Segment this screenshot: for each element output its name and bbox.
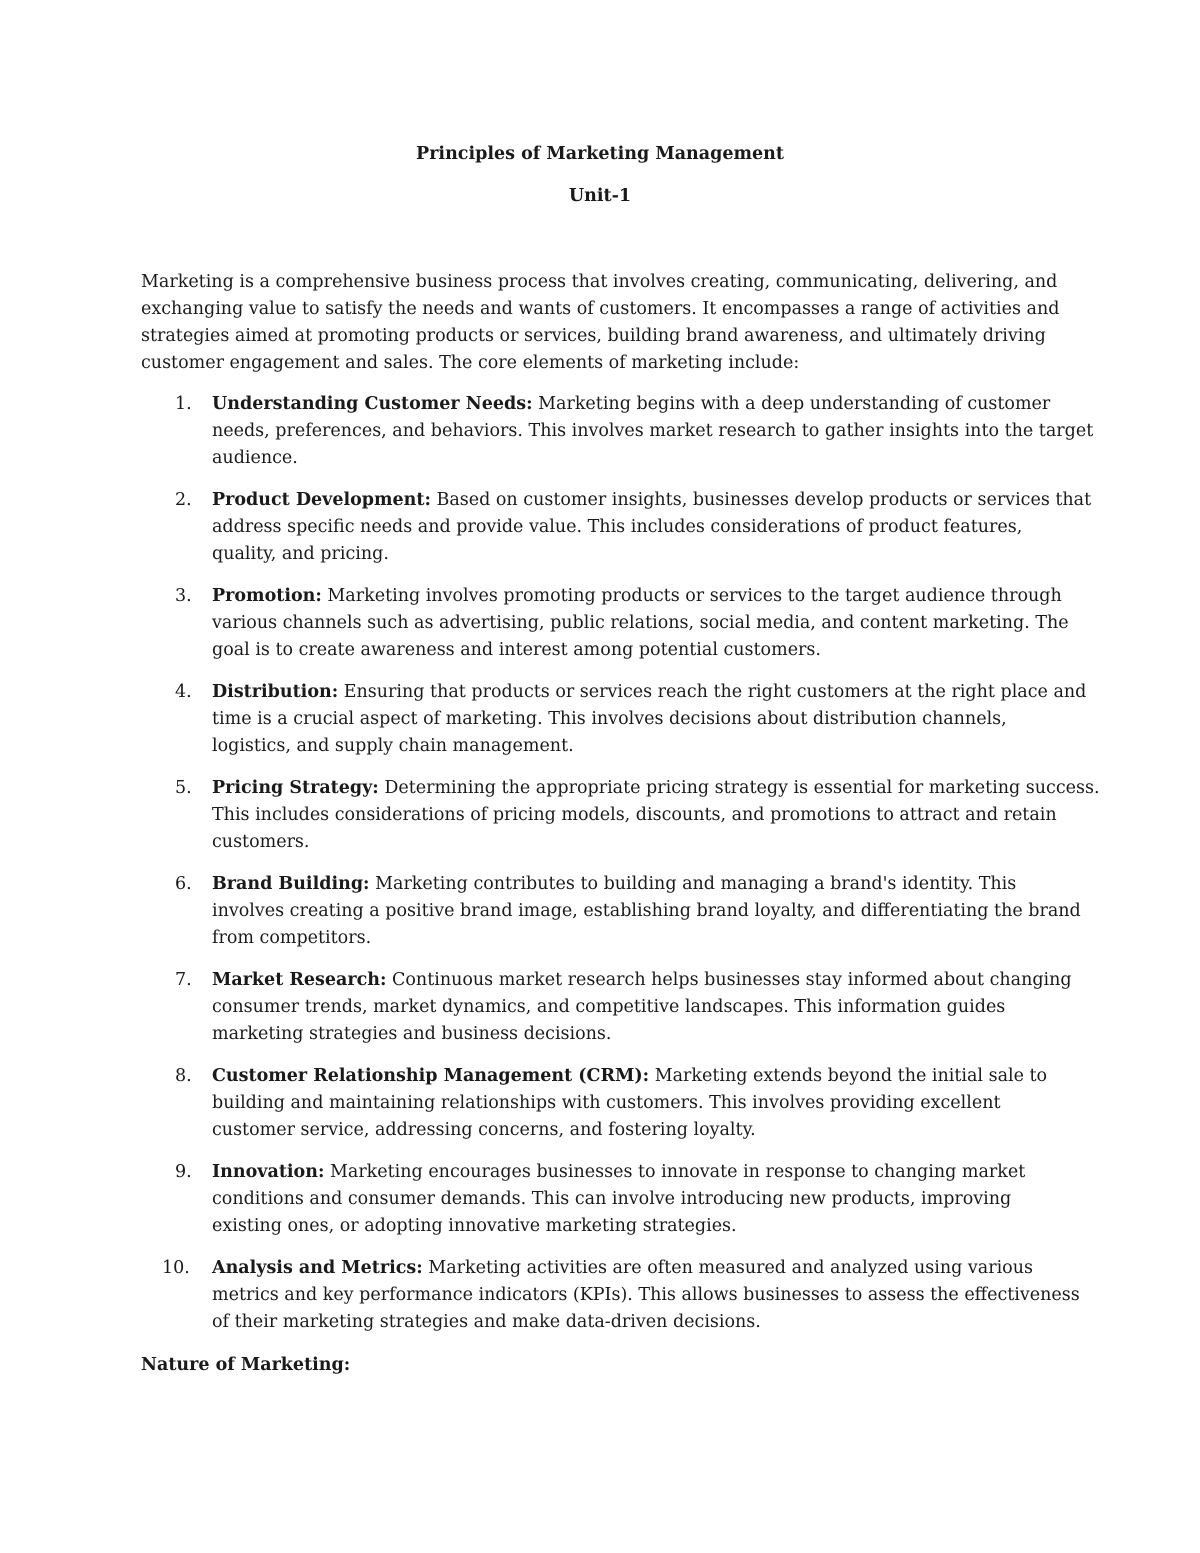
list-item-line: logistics, and supply chain management. [212,736,574,756]
list-item-line: time is a crucial aspect of marketing. This involves decisions about distribution channels, [212,709,1007,729]
list-number: 1. [175,394,192,414]
list-item-term: Pricing Strategy: [212,778,379,798]
list-item-first-line [212,967,1071,994]
list-item-line: needs, preferences, and behaviors. This involves market research to gather insights into the target [212,421,1094,441]
list-item-text: Marketing begins with a deep understanding of customer [532,394,1051,414]
list-item [141,391,1094,472]
list-item-text: Determining the appropriate pricing strategy is essential for marketing success. [378,778,1100,798]
list-number: 5. [175,778,192,798]
intro-line: customer engagement and sales. The core elements of marketing include: [141,353,800,373]
section-heading: Nature of Marketing: [141,1355,351,1375]
list-item [141,967,1071,1048]
list-item-text: Marketing involves promoting products or services to the target audience through [321,586,1062,606]
list-item-term: Market Research: [212,970,387,990]
list-item-text: Marketing encourages businesses to innovate in response to changing market [324,1162,1026,1182]
list-item-line: This includes considerations of pricing models, discounts, and promotions to attract and retain [212,805,1057,825]
core-elements-list [141,391,1100,1351]
list-item-term: Analysis and Metrics: [212,1258,423,1278]
list-item-line: involves creating a positive brand image, establishing brand loyalty, and differentiating the brand [212,901,1081,921]
list-item-text: Marketing activities are often measured and analyzed using various [422,1258,1033,1278]
list-item-first-line [212,583,1071,610]
intro-line: Marketing is a comprehensive business process that involves creating, communicating, delivering, and [141,272,1058,292]
list-number: 7. [175,970,192,990]
list-item-line: from competitors. [212,928,372,948]
list-item-line: metrics and key performance indicators (KPIs). This allows businesses to assess the effectiveness [212,1285,1080,1305]
list-item-line: existing ones, or adopting innovative marketing strategies. [212,1216,737,1236]
list-number: 9. [175,1162,192,1182]
list-item-line: conditions and consumer demands. This can involve introducing new products, improving [212,1189,1012,1209]
list-item-line: quality, and pricing. [212,544,389,564]
list-item-term: Customer Relationship Management (CRM): [212,1066,650,1086]
list-item [141,487,1092,568]
list-item-text: Ensuring that products or services reach the right customers at the right place and [338,682,1087,702]
list-item-first-line [212,487,1092,514]
list-item-first-line [212,775,1100,802]
list-item [141,871,1081,952]
list-item-first-line [212,1255,1071,1282]
list-number: 6. [175,874,192,894]
list-item-text: Marketing contributes to building and managing a brand's identity. This [369,874,1017,894]
list-item-first-line [212,679,1087,706]
list-item-first-line [212,1159,1071,1186]
list-item-line: audience. [212,448,298,468]
list-item-line: customer service, addressing concerns, and fostering loyalty. [212,1120,756,1140]
list-item-term: Brand Building: [212,874,370,894]
list-item-first-line [212,391,1071,418]
list-item-line: goal is to create awareness and interest among potential customers. [212,640,821,660]
list-item-line: various channels such as advertising, public relations, social media, and content marketing. The [212,613,1069,633]
unit-heading: Unit-1 [568,186,632,206]
list-item-line: marketing strategies and business decisions. [212,1024,612,1044]
list-number: 2. [175,490,192,510]
list-item-term: Distribution: [212,682,339,702]
list-item-line: building and maintaining relationships with customers. This involves providing excellent [212,1093,1001,1113]
list-item-text: Based on customer insights, businesses develop products or services that [430,490,1092,510]
list-number: 4. [175,682,192,702]
list-item [141,1063,1071,1144]
list-item-line: consumer trends, market dynamics, and competitive landscapes. This information guides [212,997,1006,1017]
list-number: 10. [162,1258,190,1278]
list-item-line: of their marketing strategies and make data-driven decisions. [212,1312,761,1332]
list-item [141,679,1087,760]
list-item-term: Understanding Customer Needs: [212,394,533,414]
list-item-text: Marketing extends beyond the initial sale to [649,1066,1048,1086]
list-item [141,1255,1080,1336]
list-item [141,1159,1071,1240]
list-item-term: Innovation: [212,1162,325,1182]
list-number: 8. [175,1066,192,1086]
intro-line: exchanging value to satisfy the needs and wants of customers. It encompasses a range of activities and [141,299,1060,319]
list-item [141,775,1100,856]
list-item-line: customers. [212,832,310,852]
list-number: 3. [175,586,192,606]
list-item-line: address specific needs and provide value. This includes considerations of product features, [212,517,1023,537]
list-item-text: Continuous market research helps businesses stay informed about changing [386,970,1072,990]
intro-line: strategies aimed at promoting products or services, building brand awareness, and ultimately driving [141,326,1046,346]
list-item-term: Product Development: [212,490,431,510]
list-item-first-line [212,1063,1071,1090]
document-title: Principles of Marketing Management [416,144,784,164]
list-item [141,583,1071,664]
list-item-first-line [212,871,1071,898]
list-item-term: Promotion: [212,586,322,606]
intro-paragraph [141,269,1071,377]
